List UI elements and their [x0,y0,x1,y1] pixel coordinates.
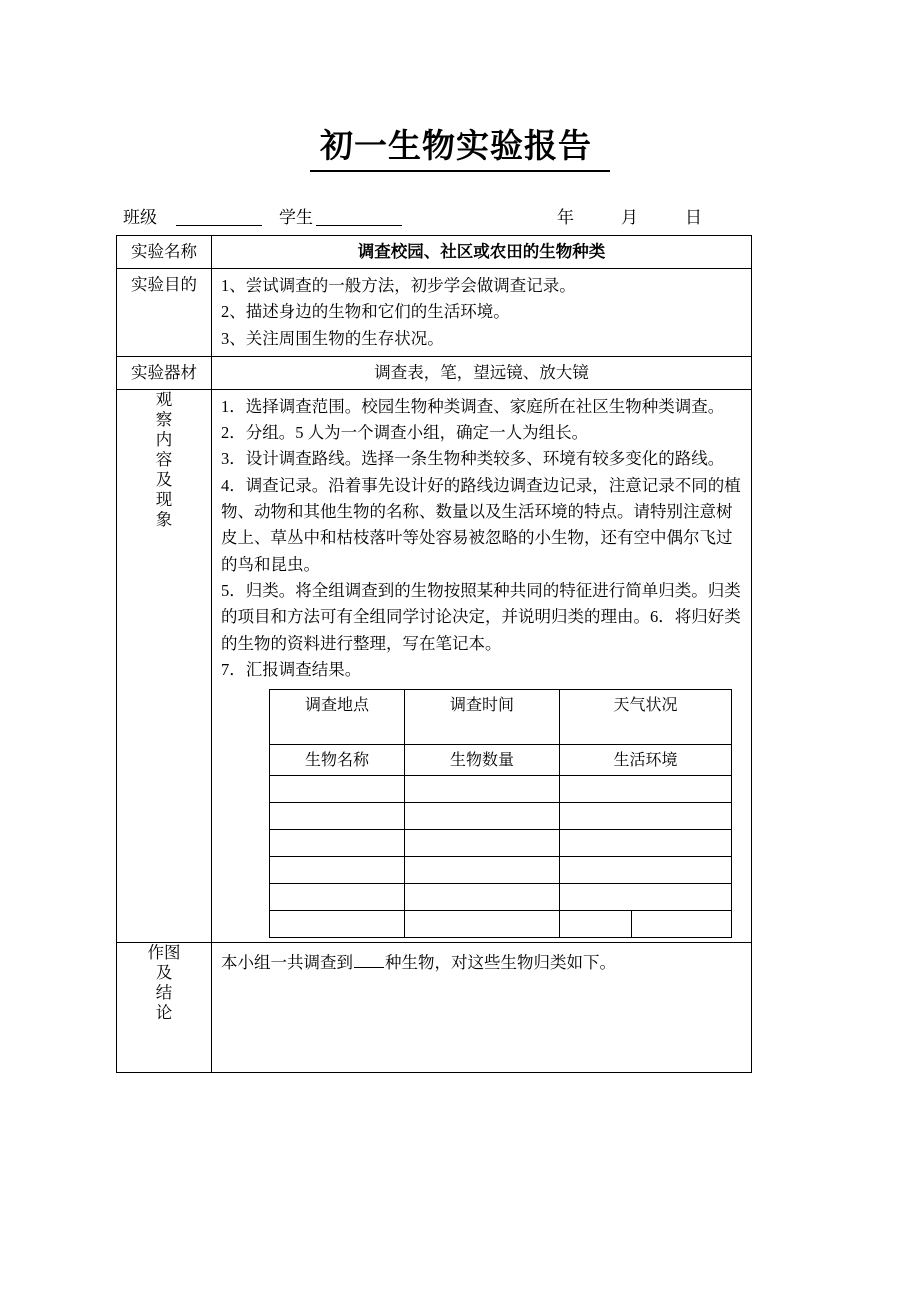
page-title-wrap [0,126,920,172]
survey-cell-habitat[interactable] [560,884,732,911]
survey-header-weather: 天气状况 [560,690,732,745]
observation-label [117,389,212,942]
survey-data-row [270,884,732,911]
experiment-purpose-label: 实验目的 [117,269,212,357]
observation-label-char-5: 及 [155,469,173,489]
experiment-purpose-value [212,269,752,357]
purpose-line-2: 2、描述身边的生物和它们的生活环境。 [221,302,510,322]
observation-label-char-1: 观 [155,389,173,409]
survey-cell-count[interactable] [405,776,560,803]
table-row-experiment-purpose [117,269,752,357]
survey-header-row-2 [270,745,732,776]
survey-table-wrap [221,683,743,938]
observation-paragraph-3: 5．归类。将全组调查到的生物按照某种共同的特征进行简单归类。归类的项目和方法可有全组同学讨论决定，并说明归类的理由。6．将归好类的生物的资料进行整理，写在笔记本。 [221,580,741,653]
day-label: 日 [685,208,702,227]
conclusion-label [117,943,212,1073]
class-label: 班级 [123,208,157,227]
purpose-line-3: 3、关注周围生物的生存状况。 [221,328,444,348]
survey-cell-name[interactable] [270,776,405,803]
survey-header-organism-count: 生物数量 [405,745,560,776]
observation-label-char-4: 容 [155,449,173,469]
survey-header-habitat: 生活环境 [560,745,732,776]
observation-label-char-7: 象 [155,509,173,529]
survey-header-row-1 [270,690,732,745]
experiment-report-table [116,235,752,1073]
conclusion-count-blank[interactable] [354,952,384,968]
survey-cell-name[interactable] [270,911,405,938]
survey-cell-count[interactable] [405,830,560,857]
observation-label-char-6: 现 [155,489,173,509]
survey-data-row [270,830,732,857]
survey-cell-name[interactable] [270,857,405,884]
survey-header-time: 调查时间 [405,690,560,745]
experiment-name-value: 调查校园、社区或农田的生物种类 [212,236,752,269]
survey-cell-name[interactable] [270,803,405,830]
purpose-line-1: 1、尝试调查的一般方法，初步学会做调查记录。 [221,276,576,295]
survey-header-organism-name: 生物名称 [270,745,405,776]
survey-cell-count[interactable] [405,884,560,911]
observation-paragraph-2: 3．设计调查路线。选择一条生物种类较多、环境有较多变化的路线。4．调查记录。沿着事先设计好的路线边调查边记录，注意记录不同的植物、动物和其他生物的名称、数量以及生活环境的特点。请特别注意树皮上、草丛中和枯枝落叶等处容易被忽略的小生物，还有空中偶尔飞过的鸟和昆虫。 [221,449,741,574]
experiment-name-label: 实验名称 [117,236,212,269]
class-blank-field[interactable] [176,205,262,226]
page-title: 初一生物实验报告 [310,126,610,172]
table-row-experiment-equipment [117,356,752,389]
experiment-equipment-value: 调查表，笔，望远镜、放大镜 [212,356,752,389]
conclusion-label-char-1: 作图 [147,943,181,963]
survey-cell-count[interactable] [405,911,560,938]
conclusion-label-char-2: 及 [155,963,173,983]
conclusion-label-char-4: 论 [155,1003,173,1023]
survey-cell-habitat[interactable] [560,830,732,857]
conclusion-label-char-3: 结 [155,983,173,1003]
survey-data-row [270,857,732,884]
observation-label-char-3: 内 [155,429,173,449]
survey-cell-habitat[interactable] [560,776,732,803]
survey-record-table [269,689,732,938]
observation-content [212,389,752,942]
table-row-experiment-name [117,236,752,269]
survey-data-row [270,803,732,830]
conclusion-text-after: 种生物，对这些生物归类如下。 [385,953,616,973]
survey-cell-name[interactable] [270,830,405,857]
observation-paragraph-1: 1．选择调查范围。校园生物种类调查、家庭所在社区生物种类调查。2．分组。5 人为一个调查小组，确定一人为组长。 [221,396,725,443]
observation-label-char-2: 察 [155,409,173,429]
experiment-equipment-label: 实验器材 [117,356,212,389]
conclusion-text-before: 本小组一共调查到 [221,953,353,973]
conclusion-content[interactable] [212,943,752,1073]
student-label: 学生 [279,208,313,227]
survey-data-row [270,776,732,803]
student-blank-field[interactable] [316,205,402,226]
document-header-line [116,205,752,231]
year-label: 年 [557,208,574,227]
observation-paragraph-4: 7．汇报调查结果。 [221,659,362,679]
survey-cell-count[interactable] [405,857,560,884]
table-row-conclusion [117,943,752,1073]
survey-cell-habitat-left[interactable] [560,911,632,938]
survey-cell-habitat-right[interactable] [632,911,732,938]
survey-header-location: 调查地点 [270,690,405,745]
table-row-observation [117,389,752,942]
survey-cell-habitat[interactable] [560,857,732,884]
survey-cell-name[interactable] [270,884,405,911]
survey-cell-count[interactable] [405,803,560,830]
survey-cell-habitat[interactable] [560,803,732,830]
survey-data-row-split [270,911,732,938]
month-label: 月 [621,208,638,227]
